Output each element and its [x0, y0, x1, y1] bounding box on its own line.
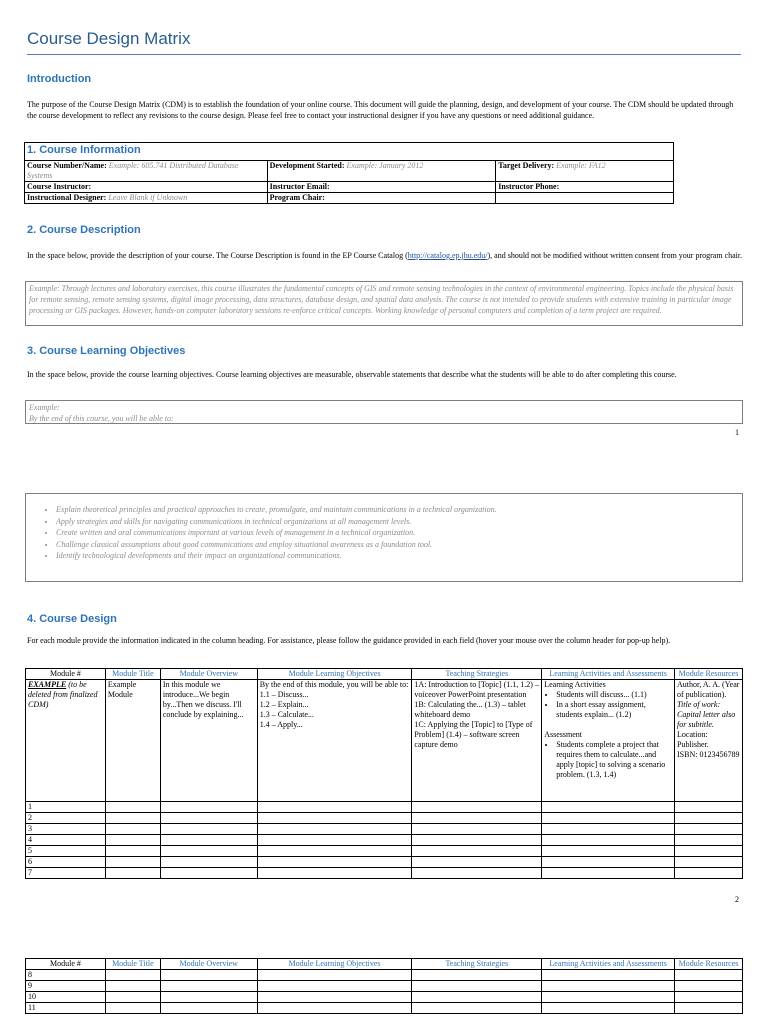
col-header-resources[interactable]: Module Resources	[675, 959, 743, 970]
module-entry-cell[interactable]	[675, 802, 743, 813]
objective-item: • Identify technological developments and their impact on organizational communications.	[56, 550, 742, 562]
module-entry-cell[interactable]	[160, 970, 257, 981]
module-row	[26, 981, 743, 992]
resources-isbn: ISBN: 0123456789	[677, 750, 740, 759]
col-header-overview[interactable]: Module Overview	[160, 959, 257, 970]
objectives-heading: 3. Course Learning Objectives	[27, 345, 186, 357]
module-row	[26, 802, 743, 813]
module-entry-cell[interactable]	[105, 868, 160, 879]
activity-item: • Students will discuss... (1.1)	[556, 690, 672, 700]
module-row	[26, 1003, 743, 1014]
intro-text: The purpose of the Course Design Matrix (CDM) is to establish the foundation of your online course. This document will guide the planning, design, and development of your course. The CDM should be updated through the course development to reflect any revisions to the course design. Please feel free to contact your instructional designer if you have any questions or need additional guidance.	[27, 100, 734, 120]
module-entry-cell[interactable]	[542, 813, 675, 824]
module-entry-cell[interactable]	[105, 857, 160, 868]
module-row	[26, 868, 743, 879]
module-entry-cell[interactable]	[542, 970, 675, 981]
module-entry-cell[interactable]	[160, 802, 257, 813]
resources-location: Location: Publisher.	[677, 730, 709, 749]
col-header-overview[interactable]: Module Overview	[160, 669, 257, 680]
module-entry-cell[interactable]	[412, 981, 542, 992]
objectives-example-box[interactable]	[25, 400, 743, 424]
design-text: For each module provide the information indicated in the column heading. For assistance, please follow the guidance provided in each field (hover your mouse over the column header for pop-up help).	[27, 636, 671, 645]
col-header-strategies[interactable]: Teaching Strategies	[412, 669, 542, 680]
module-entry-cell[interactable]	[160, 981, 257, 992]
objectives-example-line1: Example:	[29, 403, 60, 412]
module-entry-cell[interactable]	[412, 824, 542, 835]
module-entry-cell[interactable]	[257, 992, 412, 1003]
module-entry-cell[interactable]	[412, 813, 542, 824]
module-entry-cell[interactable]	[542, 1003, 675, 1014]
intro-heading: Introduction	[27, 73, 92, 85]
assessment-item: • Students complete a project that requires them to calculate...and apply [topic] to solving a scenario problem. (1.3, 1.4)	[556, 740, 672, 780]
course-design-table-continued	[25, 958, 743, 1014]
module-entry-cell[interactable]	[105, 992, 160, 1003]
module-entry-cell[interactable]	[412, 802, 542, 813]
objectives-list	[26, 504, 742, 562]
module-entry-cell[interactable]	[105, 846, 160, 857]
course-number-label: Course Number/Name:	[27, 161, 107, 170]
module-entry-cell[interactable]	[412, 857, 542, 868]
example-objective: 1.4 – Apply...	[259, 720, 303, 729]
module-entry-cell[interactable]	[675, 813, 743, 824]
course-info-table	[24, 142, 674, 204]
module-rows-page1	[26, 802, 743, 879]
module-entry-cell[interactable]	[257, 857, 412, 868]
module-entry-cell[interactable]	[675, 970, 743, 981]
module-entry-cell[interactable]	[105, 970, 160, 981]
module-entry-cell[interactable]	[542, 868, 675, 879]
module-entry-cell[interactable]	[542, 802, 675, 813]
description-text	[27, 250, 743, 261]
module-entry-cell[interactable]	[675, 992, 743, 1003]
target-delivery-label: Target Delivery:	[498, 161, 555, 170]
module-entry-cell[interactable]	[675, 857, 743, 868]
resources-title: Title of work: Capital letter also for subtitle.	[677, 700, 736, 729]
title-rule	[27, 54, 741, 55]
module-entry-cell[interactable]	[257, 868, 412, 879]
module-row	[26, 846, 743, 857]
example-module-label: EXAMPLE	[28, 680, 67, 689]
module-rows-page2	[26, 970, 743, 1014]
module-entry-cell[interactable]	[257, 846, 412, 857]
example-objective: 1.2 – Explain...	[259, 700, 309, 709]
module-number-cell[interactable]: 3	[26, 824, 106, 835]
module-entry-cell[interactable]	[160, 992, 257, 1003]
module-entry-cell[interactable]	[257, 835, 412, 846]
module-entry-cell[interactable]	[675, 868, 743, 879]
module-entry-cell[interactable]	[257, 981, 412, 992]
description-text-after: ), and should not be modified without written consent from your program chair.	[487, 251, 743, 260]
objectives-list-box[interactable]	[25, 493, 743, 582]
module-entry-cell[interactable]	[105, 813, 160, 824]
example-strategy: 1A: Introduction to [Topic] (1.1, 1.2) – voiceover PowerPoint presentation	[414, 680, 539, 699]
course-design-table	[25, 668, 743, 879]
col-header-module[interactable]: Module #	[26, 959, 106, 970]
example-objective: 1.1 – Discuss...	[259, 690, 309, 699]
target-delivery-example: Example: FA12	[556, 161, 606, 170]
module-row	[26, 835, 743, 846]
module-entry-cell[interactable]	[105, 1003, 160, 1014]
design-header-row	[26, 959, 743, 970]
assessment-list	[544, 740, 672, 780]
example-objective: 1.3 – Calculate...	[259, 710, 314, 719]
resources-author: Author, A. A. (Year of publication).	[677, 680, 740, 699]
module-number-cell[interactable]: 10	[26, 992, 106, 1003]
page-number-1: 1	[735, 428, 739, 437]
empty-cell[interactable]	[496, 193, 674, 204]
designer-label: Instructional Designer:	[27, 193, 107, 202]
module-entry-cell[interactable]	[257, 1003, 412, 1014]
course-number-cell[interactable]	[25, 161, 268, 182]
instructor-phone-cell[interactable]	[496, 182, 674, 193]
objective-item: • Challenge classical assumptions about good communications and employ situational awareness as a foundation tool.	[56, 539, 742, 551]
module-entry-cell[interactable]	[542, 992, 675, 1003]
col-header-activities[interactable]: Learning Activities and Assessments	[542, 959, 675, 970]
module-entry-cell[interactable]	[675, 1003, 743, 1014]
dev-started-example: Example: January 2012	[346, 161, 424, 170]
example-objectives-cell[interactable]	[257, 680, 412, 802]
module-entry-cell[interactable]	[412, 868, 542, 879]
module-entry-cell[interactable]	[257, 824, 412, 835]
instructor-cell[interactable]	[25, 182, 268, 193]
module-row	[26, 857, 743, 868]
example-module-cell[interactable]	[26, 680, 106, 802]
designer-cell[interactable]	[25, 193, 268, 204]
objectives-text: In the space below, provide the course learning objectives. Course learning objectives are measurable, observable statements that describe what the students will be able to do after completing this course.	[27, 370, 677, 379]
col-header-title[interactable]: Module Title	[105, 959, 160, 970]
course-number-example: Example: 605.741 Distributed Database Systems	[27, 161, 239, 180]
module-entry-cell[interactable]	[257, 802, 412, 813]
example-strategy: 1C: Applying the [Topic] to [Type of Problem] (1.4) – software screen capture demo	[414, 720, 533, 749]
module-entry-cell[interactable]	[160, 846, 257, 857]
col-header-resources[interactable]: Module Resources	[675, 669, 743, 680]
module-number-cell[interactable]: 2	[26, 813, 106, 824]
module-entry-cell[interactable]	[542, 846, 675, 857]
description-heading: 2. Course Description	[27, 224, 141, 236]
activities-list	[544, 690, 672, 720]
module-entry-cell[interactable]	[542, 835, 675, 846]
dev-started-label: Development Started:	[269, 161, 345, 170]
col-header-objectives[interactable]: Module Learning Objectives	[257, 669, 412, 680]
module-entry-cell[interactable]	[412, 835, 542, 846]
module-entry-cell[interactable]	[412, 992, 542, 1003]
activities-label: Learning Activities	[544, 680, 606, 689]
col-header-module[interactable]: Module #	[26, 669, 106, 680]
module-entry-cell[interactable]	[105, 981, 160, 992]
module-entry-cell[interactable]	[257, 813, 412, 824]
module-entry-cell[interactable]	[105, 802, 160, 813]
program-chair-label: Program Chair:	[269, 193, 325, 202]
module-entry-cell[interactable]	[412, 1003, 542, 1014]
objective-item: • Apply strategies and skills for navigating communications in technical organizations at all management levels.	[56, 516, 742, 528]
module-entry-cell[interactable]	[675, 846, 743, 857]
module-entry-cell[interactable]	[160, 835, 257, 846]
module-entry-cell[interactable]	[412, 970, 542, 981]
module-entry-cell[interactable]	[675, 981, 743, 992]
instructor-email-cell[interactable]	[267, 182, 496, 193]
module-entry-cell[interactable]	[675, 835, 743, 846]
module-number-cell[interactable]: 5	[26, 846, 106, 857]
course-info-heading: 1. Course Information	[25, 143, 674, 161]
module-row	[26, 824, 743, 835]
example-overview-cell[interactable]: In this module we introduce...We begin by...Then we discuss. I'll conclude by explaining...	[160, 680, 257, 802]
example-title-cell[interactable]: Example Module	[105, 680, 160, 802]
col-header-title[interactable]: Module Title	[105, 669, 160, 680]
module-row	[26, 813, 743, 824]
module-number-cell[interactable]: 7	[26, 868, 106, 879]
target-delivery-cell[interactable]	[496, 161, 674, 182]
program-chair-cell[interactable]	[267, 193, 496, 204]
module-entry-cell[interactable]	[160, 813, 257, 824]
col-header-objectives[interactable]: Module Learning Objectives	[257, 959, 412, 970]
example-strategies-cell[interactable]	[412, 680, 542, 802]
module-entry-cell[interactable]	[160, 1003, 257, 1014]
instructor-label: Course Instructor:	[27, 182, 92, 191]
example-activities-cell[interactable]	[542, 680, 675, 802]
catalog-link[interactable]: http://catalog.ep.jhu.edu/	[407, 251, 488, 260]
module-entry-cell[interactable]	[542, 981, 675, 992]
instructor-phone-label: Instructor Phone:	[498, 182, 560, 191]
col-header-strategies[interactable]: Teaching Strategies	[412, 959, 542, 970]
objective-item: • Explain theoretical principles and practical approaches to create, promulgate, and maintain communications in a technical organization.	[56, 504, 742, 516]
page-number-2: 2	[735, 895, 739, 904]
module-entry-cell[interactable]	[160, 868, 257, 879]
module-number-cell[interactable]: 9	[26, 981, 106, 992]
module-number-cell[interactable]: 4	[26, 835, 106, 846]
description-example-box[interactable]: Example: Through lectures and laboratory exercises, this course illustrates the fundamental concepts of GIS and remote sensing technologies in the context of environmental engineering. Topics include the physical basis for remote sensing, remote sensing systems, digital image processing, data structures, database design, and spatial data analysis. The course is not intended to provide students with extensive training in particular image processing or GIS packages. However, hands-on computer laboratory sessions re-enforce critical concepts. Working knowledge of personal computers and completion of a term project are required.	[25, 281, 743, 326]
module-row	[26, 970, 743, 981]
module-number-cell[interactable]: 6	[26, 857, 106, 868]
module-number-cell[interactable]: 8	[26, 970, 106, 981]
example-objectives-intro: By the end of this module, you will be able to:	[259, 680, 409, 689]
designer-example: Leave Blank if Unknown	[108, 193, 188, 202]
module-entry-cell[interactable]	[542, 824, 675, 835]
module-row	[26, 992, 743, 1003]
activity-item: • In a short essay assignment, students explain... (1.2)	[556, 700, 672, 720]
module-entry-cell[interactable]	[257, 970, 412, 981]
design-heading: 4. Course Design	[27, 613, 117, 625]
description-text-before: In the space below, provide the description of your course. The Course Description is found in the EP Course Catalog (	[27, 251, 408, 260]
module-entry-cell[interactable]	[105, 824, 160, 835]
module-entry-cell[interactable]	[160, 857, 257, 868]
example-row	[26, 680, 743, 802]
assessment-label: Assessment	[544, 730, 582, 739]
objectives-example-line2: By the end of this course, you will be able to:	[29, 414, 174, 423]
module-entry-cell[interactable]	[675, 824, 743, 835]
module-entry-cell[interactable]	[542, 857, 675, 868]
module-entry-cell[interactable]	[160, 824, 257, 835]
module-number-cell[interactable]: 11	[26, 1003, 106, 1014]
design-header-row	[26, 669, 743, 680]
example-module-note: (to be deleted from finalized CDM)	[28, 680, 98, 709]
module-number-cell[interactable]: 1	[26, 802, 106, 813]
col-header-activities[interactable]: Learning Activities and Assessments	[542, 669, 675, 680]
module-entry-cell[interactable]	[412, 846, 542, 857]
dev-started-cell[interactable]	[267, 161, 496, 182]
document-title: Course Design Matrix	[27, 29, 191, 48]
module-entry-cell[interactable]	[105, 835, 160, 846]
instructor-email-label: Instructor Email:	[269, 182, 330, 191]
example-resources-cell[interactable]	[675, 680, 743, 802]
objective-item: • Create written and oral communications important at various levels of management in a technical organization.	[56, 527, 742, 539]
example-strategy: 1B: Calculating the... (1.3) – tablet whiteboard demo	[414, 700, 526, 719]
